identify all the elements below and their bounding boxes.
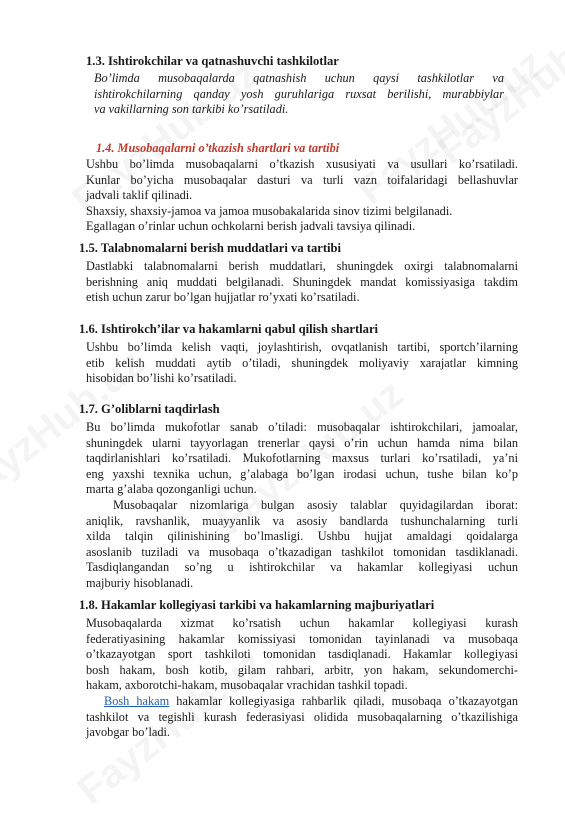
text-line: xilda talqin qilinishining bo’lmasligi. Ushbu hujjat amaldagi qoidalarga: [86, 529, 518, 544]
bosh-hakam-link[interactable]: Bosh hakam: [104, 693, 170, 708]
section-1-6-title: 1.6. Ishtirokch’ilar va hakamlarni qabul qilish shartlari: [79, 322, 379, 336]
text-line: Tasdiqlangandan so’ng u ishtirokchilar va hakamlar kollegiyasi uchun: [86, 560, 518, 575]
text-line: jadvali taklif qilinadi.: [86, 188, 193, 203]
text-line: hakam, axborotchi-hakam, musobaqalar vrachidan tashkil topadi.: [86, 678, 408, 693]
text-line: federatiyasining hakamlar komissiyasi tomonidan tayinlanadi va musobaqa: [86, 631, 518, 646]
text-line: Musobaqalar nizomlariga bulgan asosiy talablar quyidagilardan iborat:: [113, 497, 518, 512]
text-line: shuningdek ularni tayyorlagan trenerlar qaysi o’rin uchun hamda nima bilan: [86, 435, 518, 450]
text-line: Kunlar bo’yicha musobaqalar dasturi va turli vazn toifalaridagi bellashuvlar: [86, 172, 518, 187]
text-line: javobgar bo’ladi.: [86, 725, 171, 740]
text-line: [86, 694, 518, 710]
text-line: Bo’limda musobaqalarda qatnashish uchun qaysi tashkilotlar va: [94, 71, 504, 85]
text-line: va vakillarning son tarkibi ko’rsatiladi.: [94, 102, 289, 117]
text-line: marta g’alaba qozonganligi uchun.: [86, 482, 257, 497]
text-line: ishtirokchilarning qanday yosh guruhlariga ruxsat berilishi, murabbiylar: [94, 86, 504, 101]
text-line: hisobidan bo’lishi ko’rsatiladi.: [86, 371, 237, 386]
text-line: Dastlabki talabnomalarni berish muddatlari, shuningdek oxirgi talabnomalarni: [86, 259, 518, 273]
text-fragment: hakamlar kollegiyasiga rahbarlik qiladi, musobaqa o’tkazayotgan: [169, 693, 518, 708]
text-line: tashkilot va tegishli kurash federasiyasi olidida musobaqalarning o’tkazilishiga: [86, 709, 518, 724]
text-line: majburiy hisoblanadi.: [86, 575, 194, 590]
section-1-4-title: 1.4. Musobaqalarni o’tkazish shartlari va tartibi: [96, 141, 340, 155]
section-1-8-title: 1.8. Hakamlar kollegiyasi tarkibi va hakamlarning majburiyatlari: [79, 598, 435, 612]
text-line: o’tkazayotgan sport tashkiloti tomonidan tasdiqlanadi. Hakamlar kollegiyasi: [86, 647, 518, 662]
text-line: Bu bo’limda mukofotlar sanab o’tiladi: musobaqalar ishtirokchilari, jamoalar,: [86, 420, 518, 434]
section-1-6-text: [86, 340, 518, 387]
section-1-8-text: [86, 616, 518, 741]
section-1-5-title: 1.5. Talabnomalarni berish muddatlari va tartibi: [79, 241, 342, 255]
text-line: Musobaqalarda xizmat ko’rsatish uchun hakamlar kollegiyasi kurash: [86, 616, 518, 630]
section-1-7-text: [86, 420, 518, 592]
text-line: taqdirlanishlari ko’rsatiladi. Mukofotlarning maxsus turlari ko’rsatiladi, ya’ni: [86, 451, 518, 466]
text-line: eng yaxshi texnika uchun, g’alabaga bo’lgan irodasi uchun, tushe bilan ko’p: [86, 466, 518, 481]
section-1-3-title: 1.3. Ishtirokchilar va qatnashuvchi tashkilotlar: [86, 54, 339, 68]
section-1-3-text: [94, 71, 504, 118]
text-line: asoslanib tuziladi va musobaqa o’tkazadigan tashkilot tomonidan tasdiklanadi.: [86, 544, 518, 559]
section-1-4-text: [86, 157, 518, 235]
section-1-7-title: 1.7. G’oliblarni taqdirlash: [79, 402, 220, 416]
text-line: etib kelish muddati aytib o’tiladi, shuningdek moliyaviy xarajatlar kimning: [86, 355, 518, 370]
text-line: aniqlik, ravshanlik, muayyanlik va asosiy bandlarda tushunchalarning turli: [86, 513, 518, 528]
text-line: bosh hakam, bosh kotib, gilam rahbari, arbitr, yon hakam, sekundomerchi-: [86, 662, 518, 677]
text-line: Ushbu bo’limda kelish vaqti, joylashtirish, ovqatlanish tartibi, sportch’ilarning: [86, 340, 518, 354]
section-1-5-text: [86, 259, 518, 306]
text-line: Egallagan o’rinlar uchun ochkolarni berish jadvali tavsiya qilinadi.: [86, 219, 416, 234]
text-line: berishning aniq muddati belgilanadi. Shuningdek mandat komissiyasiga takdim: [86, 274, 518, 289]
text-line: Shaxsiy, shaxsiy-jamoa va jamoa musobakalarida sinov tizimi belgilanadi.: [86, 203, 453, 218]
text-line: etish uchun zarur bo’lgan hujjatlar ro’yxati ko’rsatiladi.: [86, 290, 360, 305]
text-line: Ushbu bo’limda musobaqalarni o’tkazish xususiyati va usullari ko’rsatiladi.: [86, 157, 518, 171]
